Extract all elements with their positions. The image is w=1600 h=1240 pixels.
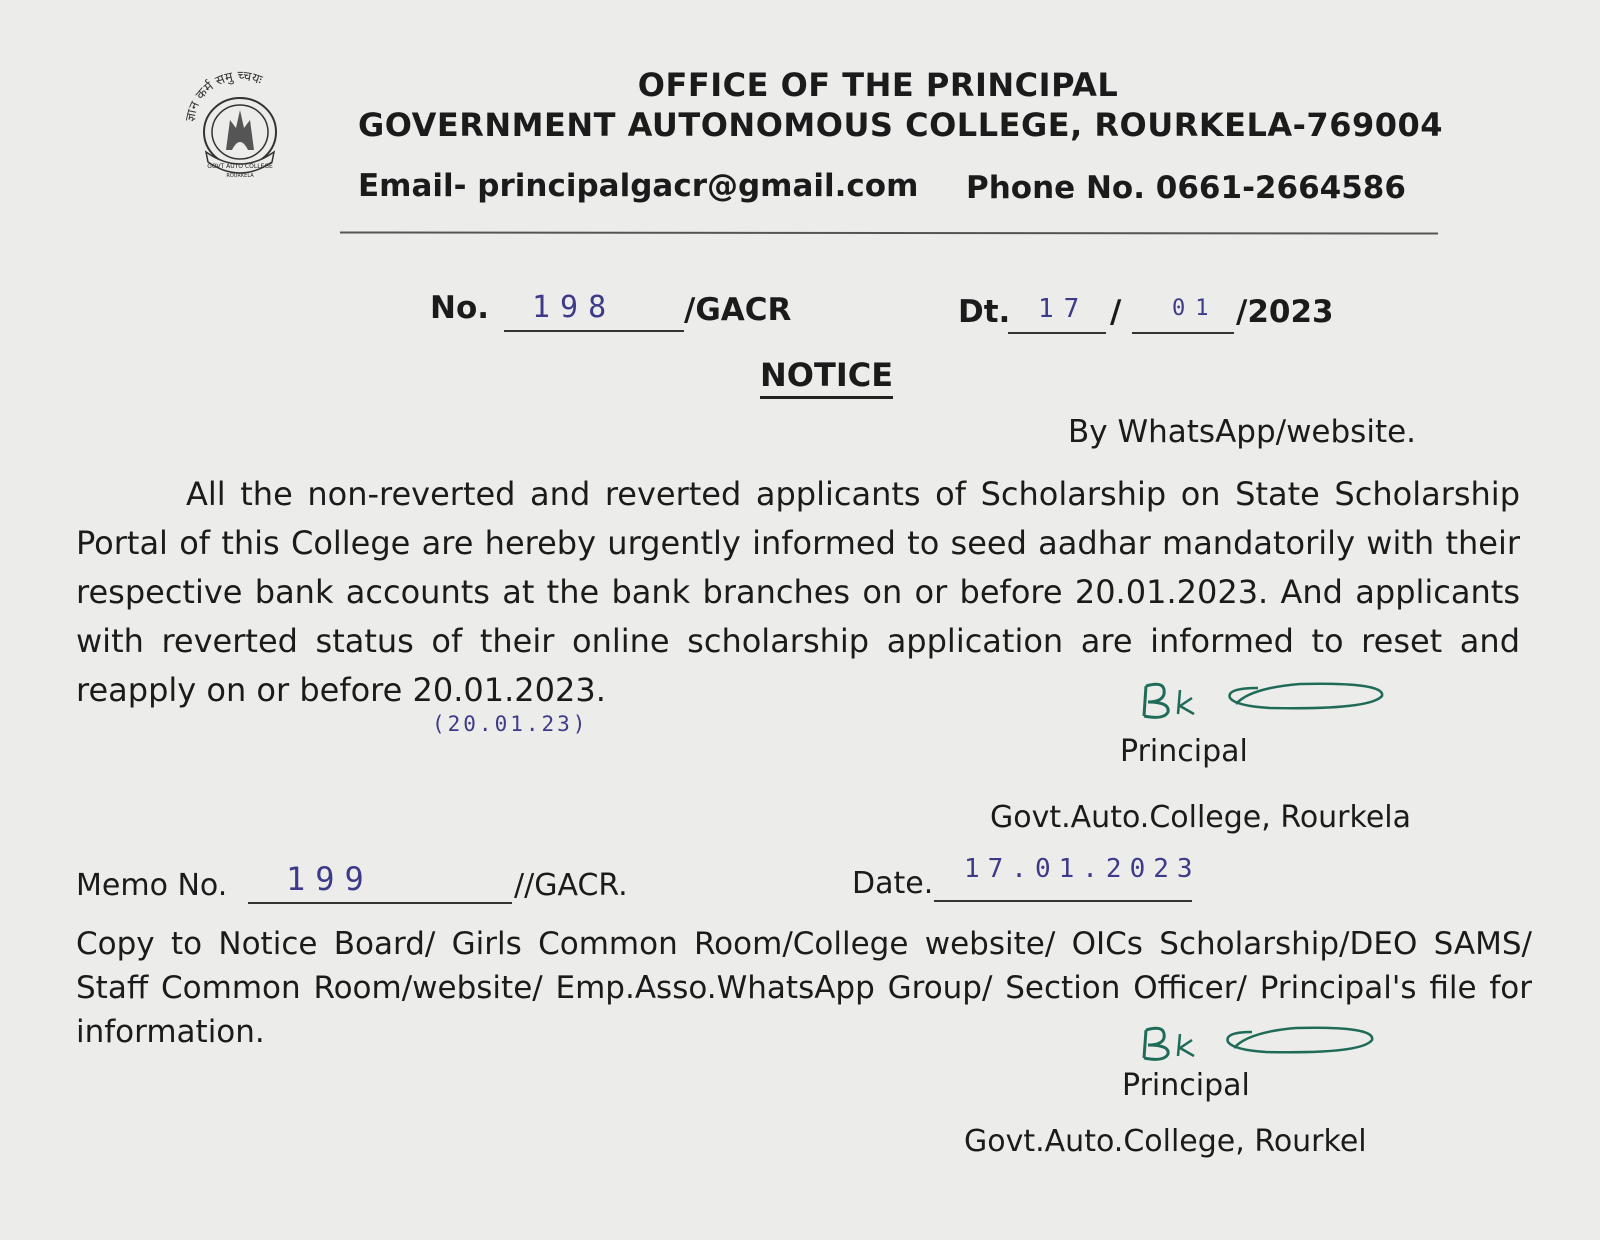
memo-date-handwritten: 17.01.2023 <box>964 854 1201 884</box>
signature-1-title: Principal <box>1120 734 1248 769</box>
memo-no-handwritten: 199 <box>286 860 374 898</box>
ref-date-month-blank <box>1132 296 1234 334</box>
memo-label: Memo No. <box>76 868 228 903</box>
ref-no-blank <box>504 290 684 332</box>
memo-suffix: //GACR. <box>514 868 628 903</box>
notice-body-text: All the non-reverted and reverted applicants of Scholarship on State Scholarship Portal of this College are hereby urgently informed to seed aadhar mandatorily with their respective bank accounts at the bank branches on or before 20.01.2023. And applicants with reverted status of their online scholarship application are informed to reset and reapply on or before 20.01.2023. <box>76 475 1520 709</box>
ref-no-suffix: /GACR <box>684 292 792 328</box>
distribution-channel: By WhatsApp/website. <box>1068 414 1417 450</box>
header-divider <box>340 232 1438 235</box>
signature-1-place: Govt.Auto.College, Rourkela <box>990 800 1411 835</box>
principal-signature-1 <box>1140 676 1400 726</box>
college-seal-logo <box>180 64 300 188</box>
principal-signature-2 <box>1140 1020 1390 1068</box>
office-title: OFFICE OF THE PRINCIPAL <box>637 66 1119 104</box>
notice-heading: NOTICE <box>760 356 893 399</box>
ref-no-label: No. <box>430 290 490 326</box>
svg-text:GOVT AUTO COLLEGE: GOVT AUTO COLLEGE <box>207 163 273 170</box>
memo-no-blank <box>248 860 512 904</box>
ref-date-year: /2023 <box>1236 294 1334 330</box>
ref-date-sep: / <box>1110 294 1122 330</box>
ref-date-day-blank <box>1008 296 1106 334</box>
contact-email: Email- principalgacr@gmail.com <box>358 168 919 204</box>
ref-date-day: 17 <box>1038 294 1090 324</box>
signature-2-place: Govt.Auto.College, Rourkel <box>964 1124 1367 1159</box>
handwritten-date-correction: (20.01.23) <box>432 712 589 736</box>
contact-phone: Phone No. 0661-2664586 <box>966 170 1406 206</box>
svg-text:ROURKELA: ROURKELA <box>226 173 254 179</box>
svg-text:ज्ञान कर्म समु च्चयः: ज्ञान कर्म समु च्चयः <box>183 69 265 123</box>
signature-2-title: Principal <box>1122 1068 1250 1103</box>
ref-no-handwritten: 198 <box>532 290 617 325</box>
copy-to-list: Copy to Notice Board/ Girls Common Room/College website/ OICs Scholarship/DEO SAMS/ Staff Common Room/website/ Emp.Asso.WhatsApp Group/ Section Officer/ Principal's file for information. <box>76 926 1532 1050</box>
memo-date-label: Date. <box>852 866 934 901</box>
ref-date-label: Dt. <box>958 294 1011 330</box>
ref-date-month: 01 <box>1172 296 1219 321</box>
college-name: GOVERNMENT AUTONOMOUS COLLEGE, ROURKELA-769004 <box>358 106 1444 144</box>
memo-date-blank <box>934 854 1201 902</box>
